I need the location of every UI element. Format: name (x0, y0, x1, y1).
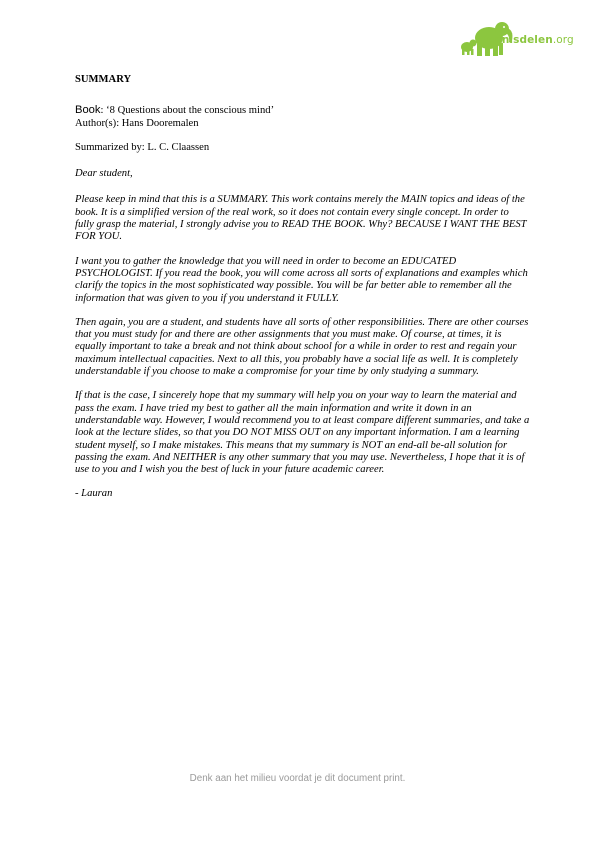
summarized-by: Summarized by: L. C. Claassen (75, 141, 210, 153)
kennisdelen-logo[interactable] (457, 14, 582, 60)
paragraph-4: If that is the case, I sincerely hope that my summary will help you on your way to learn the material and pass the exam. I have tried my best to gather all the main information and write it down in an understandable way. However, I would recommend you to at least compare different summaries, and take a look at the lecture slides, so that you DO NOT MISS OUT on any important information. I am a learning student myself, so I make mistakes. This means that my summary is NOT an end-all be-all solution for passing the exam. And NEITHER is any other summary that you may use. Nevertheless, I hope that it is of use to you and I wish you the best of luck in your future academic career. (75, 390, 530, 476)
paragraph-1: Please keep in mind that this is a SUMMARY. This work contains merely the MAIN topics and ideas of the book. It is a simplified version of the real work, so it does not contain every single concept. In order to fully grasp the material, I strongly advise you to READ THE BOOK. Why? BECAUSE I WANT THE BEST FOR YOU. (75, 194, 527, 243)
document-body (75, 74, 530, 501)
paragraph-2: I want you to gather the knowledge that you will need in order to become an EDUCATED PSYCHOLOGIST. If you read the book, you will come across all sorts of explanations and examples which clarify the topics in the most sophisticated way possible. You will be far better able to remember all the information that was given to you if you understand it FULLY. (75, 255, 528, 304)
logo-text-main: Kennisdelen (479, 34, 553, 46)
signature: - Lauran (75, 488, 113, 500)
footer-note: Denk aan het milieu voordat je dit document print. (189, 773, 406, 784)
book-title: : ‘8 Questions about the conscious mind’ (100, 105, 275, 117)
logo-text-suffix: .org (552, 34, 574, 46)
document-title: SUMMARY (75, 74, 132, 85)
logo-text (479, 34, 574, 46)
authors-line: Author(s): Hans Dooremalen (75, 117, 199, 129)
book-line (75, 104, 530, 130)
book-label: Book (75, 104, 101, 117)
paragraph-3: Then again, you are a student, and students have all sorts of other responsibilities. There are other courses that you must study for and there are other assignments that you must make. Of course, at times, it is equally important to take a break and not think about school for a while in order to rest and regain your maximum intellectual capacities. Next to all this, you probably have a social life as well. It is completely understandable if you choose to make a compromise for your time by only studying a summary. (75, 316, 529, 378)
greeting: Dear student, (75, 168, 133, 180)
